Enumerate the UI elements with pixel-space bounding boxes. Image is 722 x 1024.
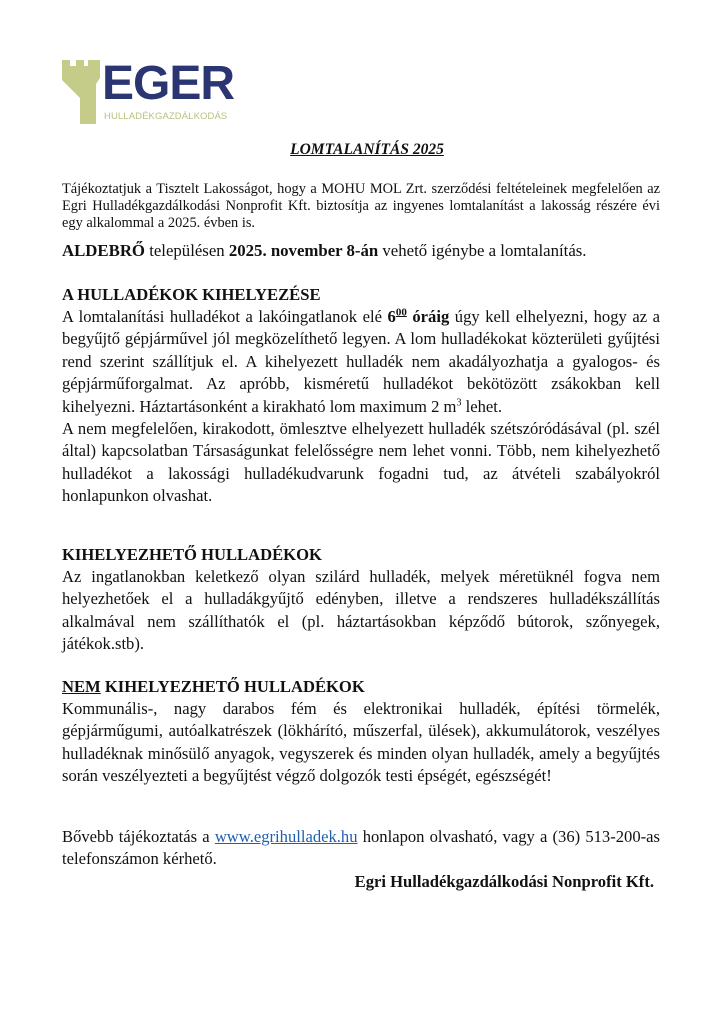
- text: honlapon olvasható, vagy a (36) 513-200-as telefonszámon kérhető.: [62, 827, 660, 869]
- section-allowed-waste: [62, 544, 660, 656]
- text: A lomtalanítási hulladékot a lakóingatlanok elé: [62, 307, 388, 326]
- event-announcement: [62, 241, 660, 261]
- heading-negation: NEM: [62, 677, 101, 696]
- section-paragraph: Kommunális-, nagy darabos fém és elektronikai hulladék, építési törmelék, gépjárműgumi, autóalkatrészek (lökhárító, műszerfal, ülések), akkumulátorok, veszélyes hulladéknak minősülő anyagok, vegyszerek és minden olyan hulladék, amely a begyűjtés során veszélyezteti a begyűjtést végző dolgozók testi épségét, egészségét!: [62, 699, 660, 786]
- text: úgy kell elhelyezni, hogy az a begyűjtő gépjárművel jól megközelíthető legyen. A lom hulladékokat közterületi gyűjtési rend szerint szállítjuk el. A kihelyezett hulladék nem akadályozhatja a gyalogos- és gépjárműforgalmat. Az apróbb, kisméretű hulladékot bekötözött zsákokban kell kihelyezni. Háztartásonként a kirakható lom maximum 2 m: [62, 307, 661, 416]
- time-word: óráig: [406, 307, 450, 326]
- time-minutes: 00: [395, 306, 407, 319]
- event-date: 2025. november 8-án: [228, 241, 379, 260]
- document-title: LOMTALANÍTÁS 2025: [290, 141, 444, 158]
- text: Bővebb tájékoztatás a: [62, 827, 215, 846]
- section-heading: KIHELYEZHETŐ HULLADÉKOK: [62, 545, 322, 564]
- event-place: ALDEBRŐ: [62, 241, 145, 260]
- signature: Egri Hulladékgazdálkodási Nonprofit Kft.: [354, 872, 654, 891]
- event-text-2: vehető igénybe a lomtalanítás.: [378, 241, 587, 260]
- logo-subtitle: HULLADÉKGAZDÁLKODÁS: [104, 111, 228, 122]
- company-logo: [60, 58, 240, 126]
- section-heading: [62, 676, 660, 698]
- castle-tower-icon: [60, 58, 100, 124]
- section-paragraph: A nem megfelelően, kirakodott, ömlesztve elhelyezett hulladék szétszóródásával (pl. szél által) kapcsolatban Társaságunkat felelősségre nem lehet vonni. Több, nem kihelyezhető hulladékot a lakossági hulladékudvarunk fogadni tud, az átvételi szabályokról honlapunkon olvashat.: [62, 419, 660, 506]
- section-prohibited-waste: [62, 676, 660, 788]
- unit-exponent: 3: [456, 397, 462, 409]
- time-hour: 6: [387, 307, 396, 326]
- section-paragraph: [62, 306, 660, 418]
- heading-rest: KIHELYEZHETŐ HULLADÉKOK: [100, 677, 365, 696]
- section-heading: A HULLADÉKOK KIHELYEZÉSE: [62, 285, 321, 304]
- text: lehet.: [461, 396, 502, 416]
- footer-info: [62, 826, 660, 871]
- logo-brand: EGER: [102, 57, 235, 110]
- time-value: [388, 307, 450, 326]
- section-placement: [62, 284, 660, 508]
- intro-paragraph: Tájékoztatjuk a Tisztelt Lakosságot, hogy a MOHU MOL Zrt. szerződési feltételeinek megfelelően az Egri Hulladékgazdálkodási Nonprofit Kft. biztosítja az ingyenes lomtalanítást a lakosság részére évi egy alkalommal a 2025. évben is.: [62, 181, 660, 231]
- section-paragraph: Az ingatlanokban keletkező olyan szilárd hulladék, melyek méretüknél fogva nem helyezhetőek el a hulladákgyűjtő edényben, illetve a rendszeres hulladékszállítás alkalmával nem szállíthatók el (pl. háztartásokban képződő bútorok, szőnyegek, játékok.stb).: [62, 567, 660, 654]
- event-text-1: településen: [145, 241, 229, 260]
- website-link[interactable]: www.egrihulladek.hu: [214, 827, 358, 846]
